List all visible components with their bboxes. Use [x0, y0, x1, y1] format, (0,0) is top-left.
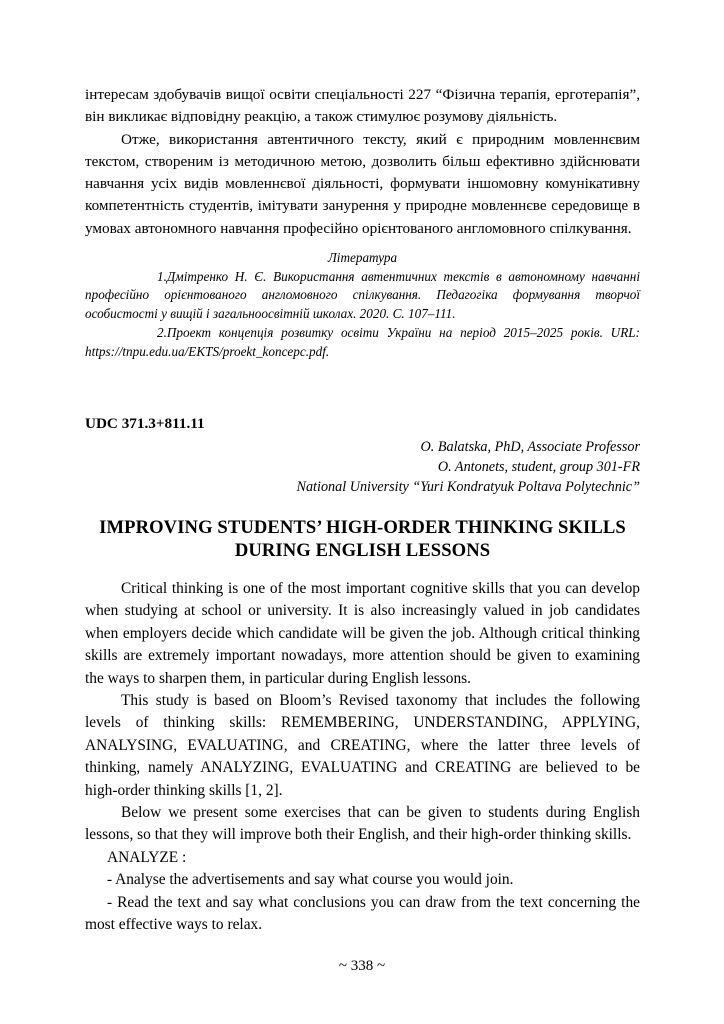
continuation-paragraph-1: інтересам здобувачів вищої освіти спеціальності 227 “Фізична терапія, ерготерапія”, він викликає відповідну реакцію, а також стимулює розумову діяльність.	[85, 86, 640, 126]
article-title-line-1: IMPROVING STUDENTS’ HIGH-ORDER THINKING SKILLS	[99, 516, 626, 538]
article-paragraph-2: This study is based on Bloom’s Revised taxonomy that includes the following levels of thinking skills: REMEMBERING, UNDERSTANDING, APPLYING, ANALYSING, EVALUATING, and CREATING, where the latter three levels of thinking, namely ANALYZING, EVALUATING and CREATING are believed to be high-order thinking skills [1, 2].	[85, 691, 640, 799]
exercise-item-1: - Analyse the advertisements and say what course you would join.	[107, 871, 514, 889]
article-title-line-2: DURING ENGLISH LESSONS	[234, 539, 491, 561]
article-paragraph-3: Below we present some exercises that can be given to students during English lessons, so that they will improve both their English, and their high-order thinking skills.	[85, 804, 640, 844]
reference-item	[85, 324, 640, 361]
reference-text: Проект концепція розвитку освіти України на період 2015–2025 років. URL: https://tnpu.edu.ua/EKTS/proekt_koncepc.pdf.	[85, 324, 640, 359]
references-list	[85, 268, 640, 362]
author-line-2: O. Antonets, student, group 301-FR	[437, 458, 640, 475]
exercise-section-label: ANALYZE :	[107, 848, 187, 866]
page-content	[85, 84, 640, 936]
continuation-text-block	[85, 84, 640, 240]
exercise-item-2: - Read the text and say what conclusions you can draw from the text concerning the most effective ways to relax.	[85, 893, 640, 934]
reference-number: 1.	[157, 268, 167, 284]
reference-item	[85, 268, 640, 324]
reference-text: Дмітренко Н. Є. Використання автентичних текстів в автономному навчанні професійно орієнтованого англомовного спілкування. Педагогіка формування творчої особистості у вищій і загальноосвітній школах. 2020. С. 107–111.	[85, 268, 640, 322]
continuation-paragraph-2: Отже, використання автентичного тексту, який є природним мовленнєвим текстом, створеним із методичною метою, дозволить більш ефективно здійснювати навчання усіх видів мовленнєвої діяльності, формувати іншомовну комунікативну компетентність студентів, імітувати занурення у природне мовленнєве середовище в умовах автономного навчання професійно орієнтованого англомовного спілкування.	[85, 130, 640, 237]
references-heading: Література	[327, 249, 398, 265]
author-line-1: O. Balatska, PhD, Associate Professor	[420, 438, 640, 455]
reference-number: 2.	[157, 324, 167, 340]
author-block	[85, 437, 640, 498]
affiliation-line: National University “Yuri Kondratyuk Poltava Polytechnic”	[296, 479, 640, 496]
article-paragraph-1: Critical thinking is one of the most important cognitive skills that you can develop when studying at school or university. It is also increasingly valued in job candidates when employers decide which candidate will be given the job. Although critical thinking skills are extremely important nowadays, more attention should be given to examining the ways to sharpen them, in particular during English lessons.	[85, 579, 640, 687]
article-body	[85, 578, 640, 937]
udc-code: UDC 371.3+811.11	[85, 415, 205, 433]
article-title	[85, 516, 640, 562]
page-number: ~ 338 ~	[338, 958, 386, 974]
